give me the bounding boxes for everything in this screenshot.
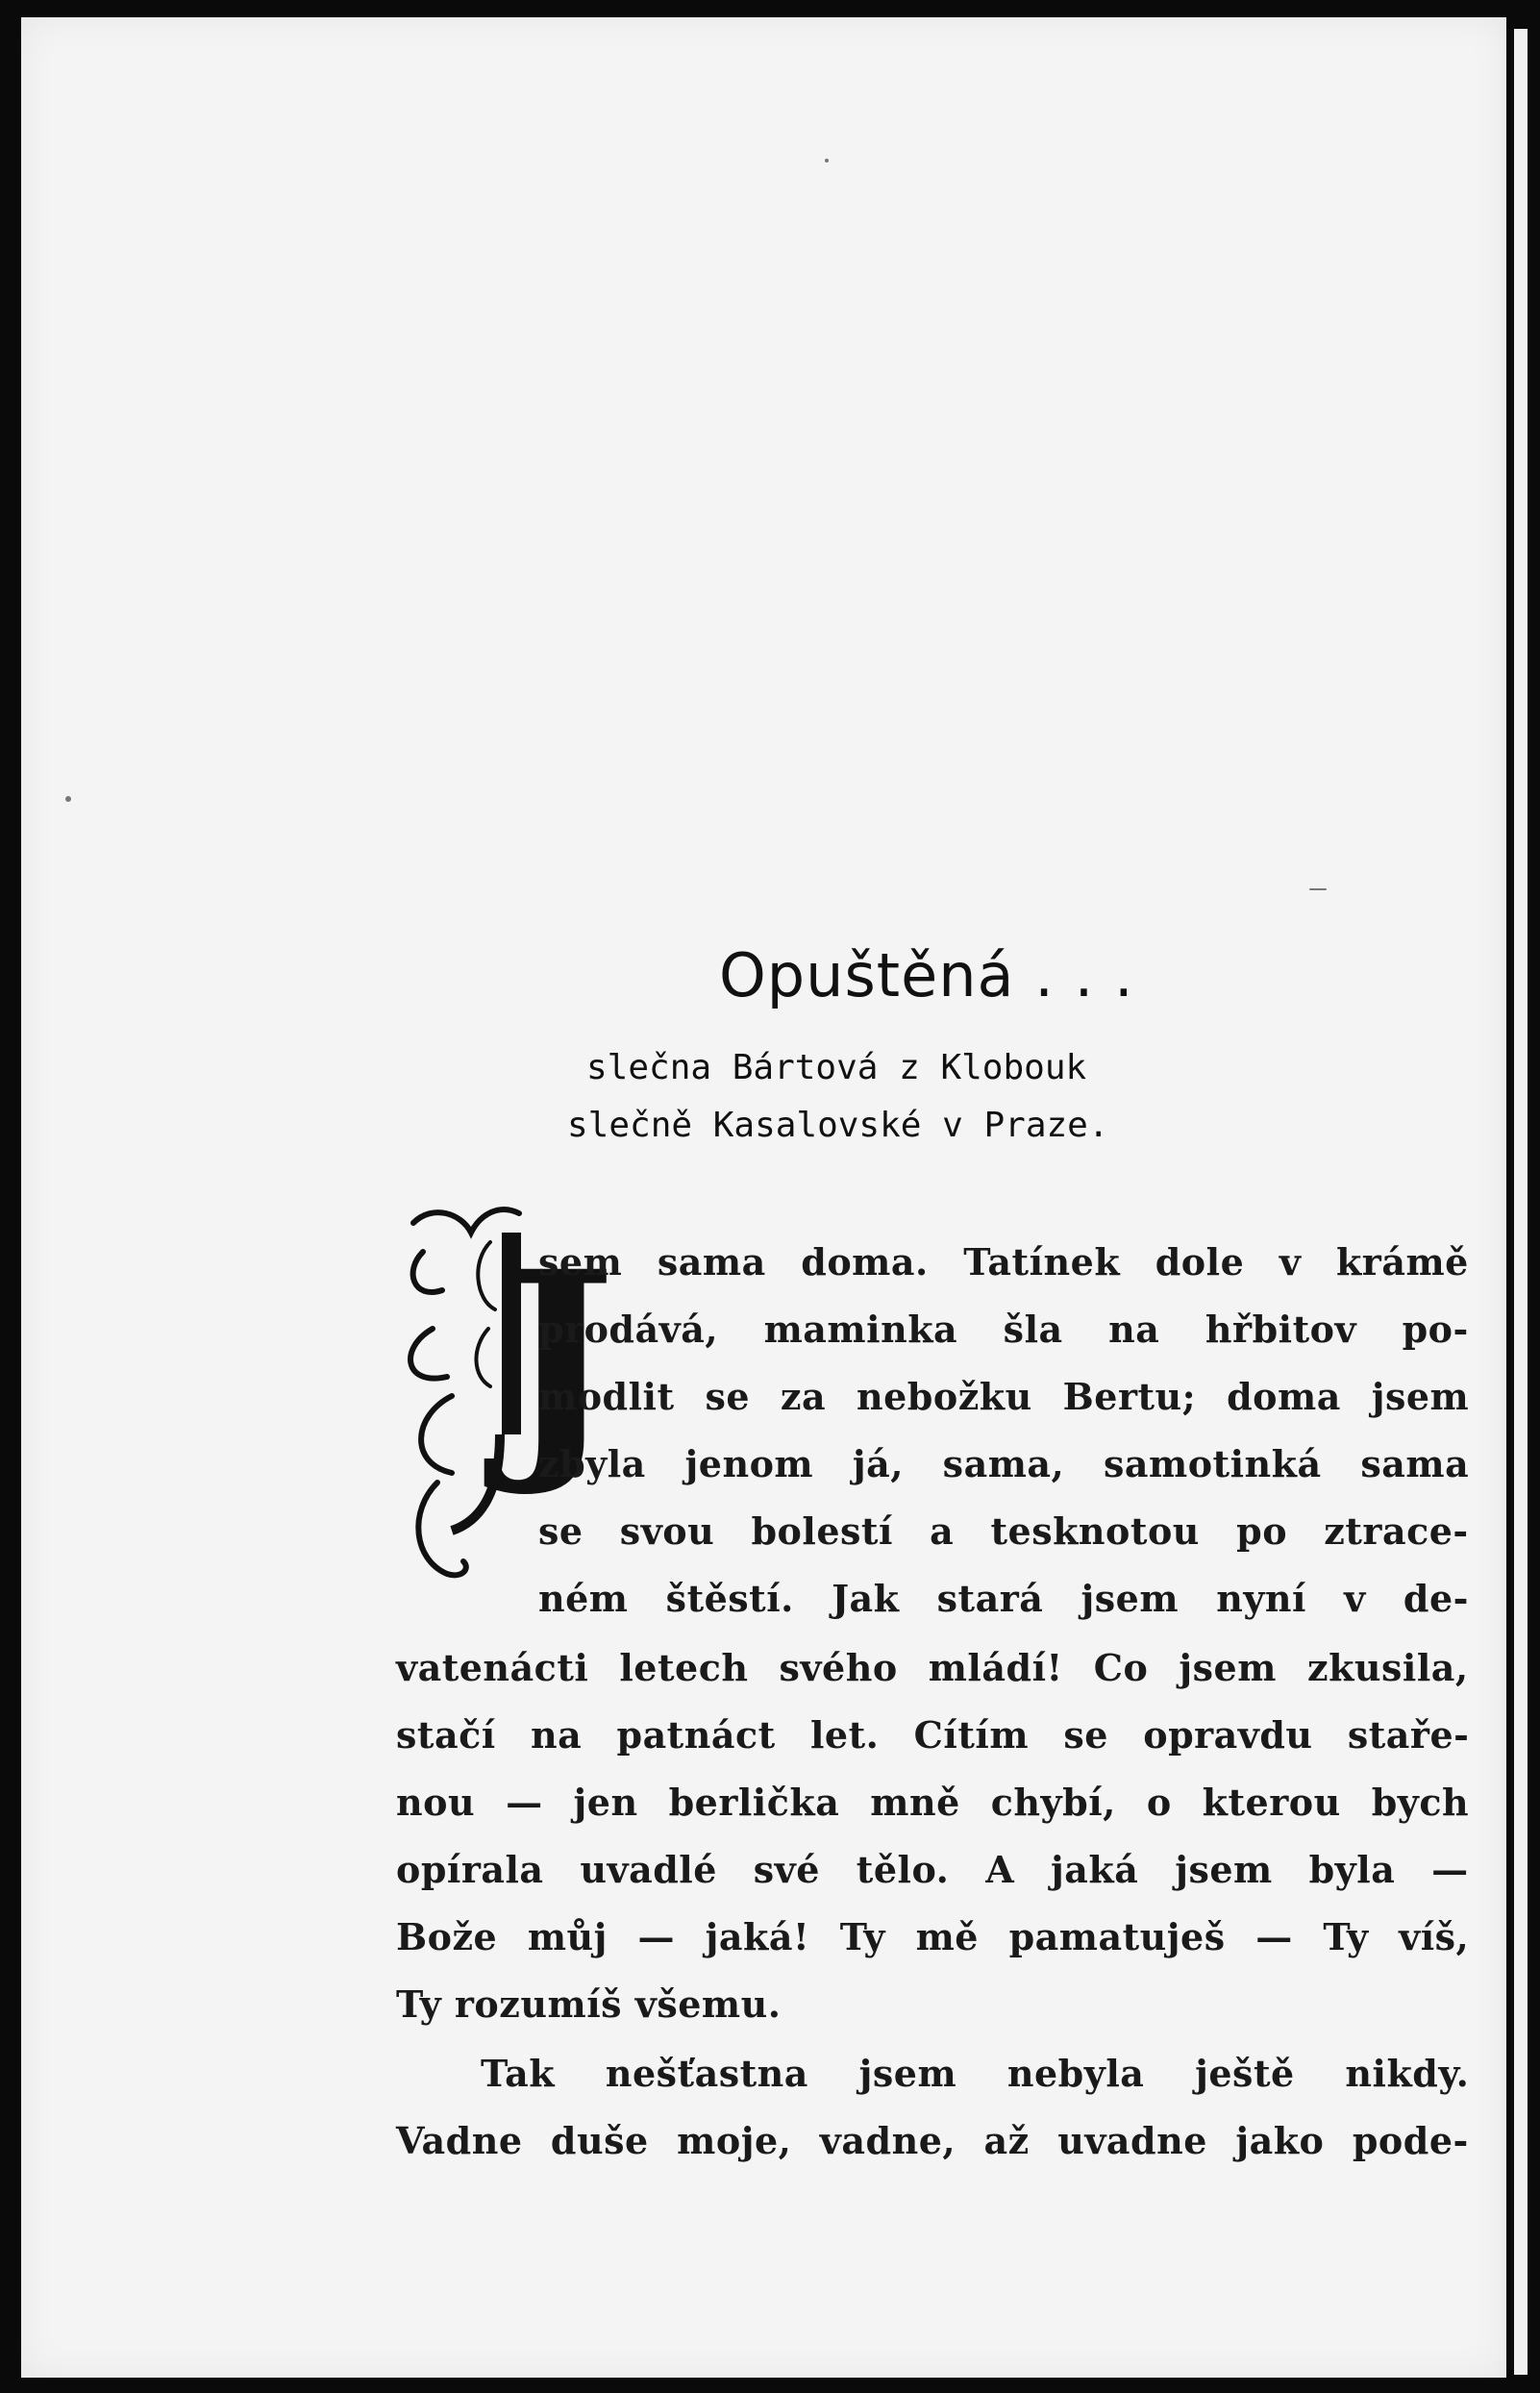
body-line: nou — jen berlička mně chybí, o kterou bych <box>396 1781 1470 1824</box>
body-line: se svou bolestí a tesknotou po ztrace- <box>538 1509 1469 1553</box>
paper-speck <box>825 159 829 162</box>
body-line: Ty rozumíš všemu. <box>396 1982 782 2026</box>
adjacent-page-edge <box>1514 29 1528 2375</box>
body-line: Bože můj — jaká! Ty mě pamatuješ — Ty víš, <box>396 1915 1470 1958</box>
body-line: prodává, maminka šla na hřbitov po- <box>538 1308 1469 1351</box>
subtitle-line-1: slečna Bártová z Klobouk <box>586 1048 1087 1087</box>
body-line: opírala uvadlé své tělo. A jaká jsem byla — <box>396 1848 1469 1891</box>
body-line: Vadne duše moje, vadne, až uvadne jako pode- <box>396 2119 1469 2162</box>
paper-speck <box>1309 888 1327 890</box>
body-line: zbyla jenom já, sama, samotinká sama <box>538 1442 1470 1485</box>
body-line: sem sama doma. Tatínek dole v krámě <box>538 1240 1469 1284</box>
body-line: Tak nešťastna jsem nebyla ještě nikdy. <box>481 2052 1470 2095</box>
subtitle-line-2: slečně Kasalovské v Praze. <box>567 1106 1109 1145</box>
chapter-title: Opuštěná . . . <box>719 940 1134 1010</box>
body-line: stačí na patnáct let. Cítím se opravdu staře- <box>396 1713 1470 1757</box>
paper-speck <box>65 796 71 802</box>
body-line: ném štěstí. Jak stará jsem nyní v de- <box>538 1577 1469 1620</box>
drop-cap-letter: J <box>502 1218 616 1501</box>
body-line: vatenácti letech svého mládí! Co jsem zkusila, <box>396 1646 1469 1689</box>
ornamental-drop-cap <box>394 1184 616 1588</box>
body-line: modlit se za nebožku Bertu; doma jsem <box>538 1375 1470 1418</box>
